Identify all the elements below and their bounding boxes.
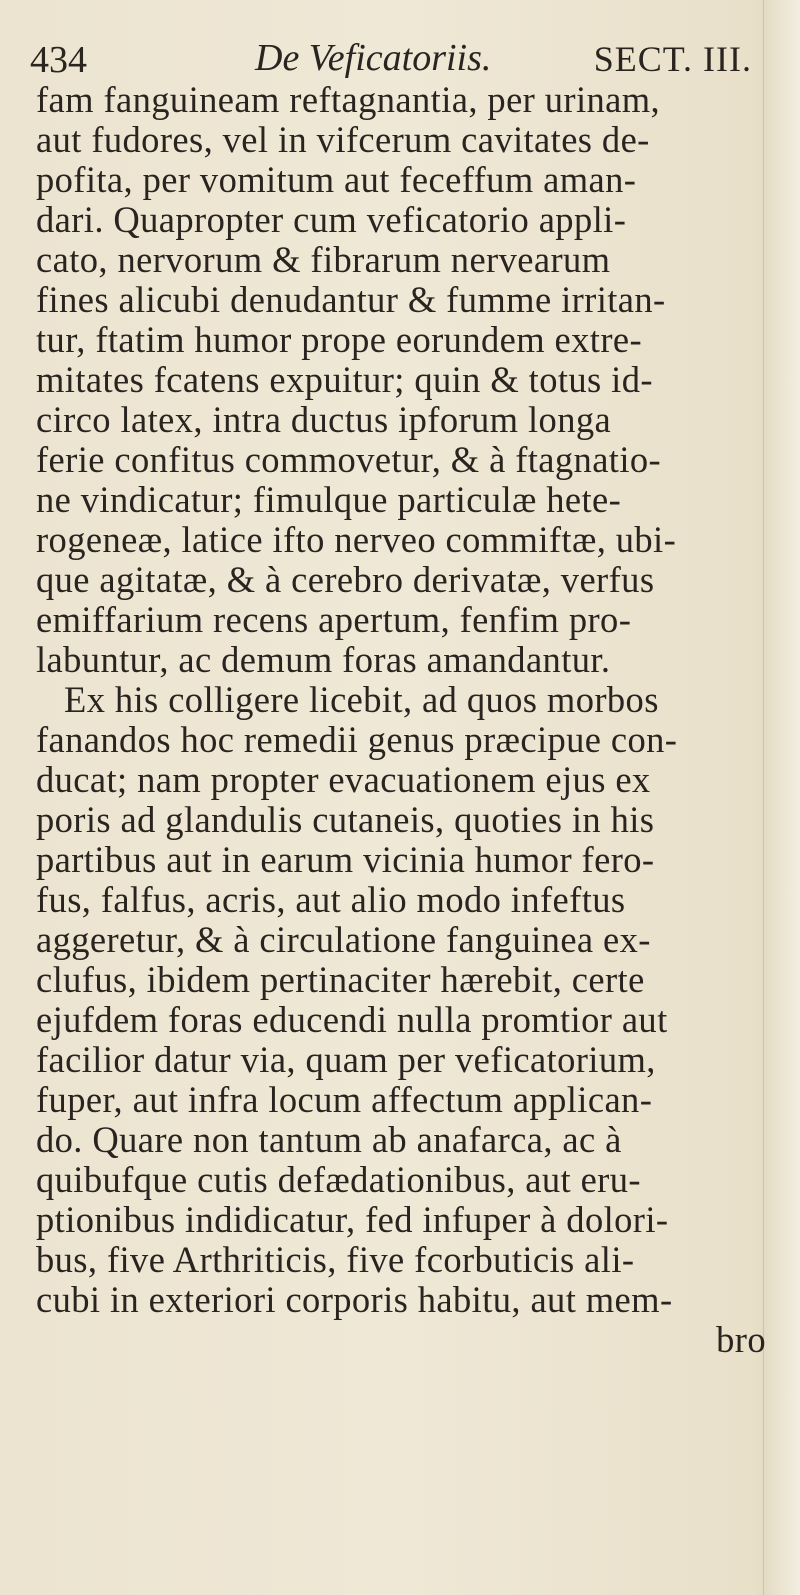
- catchword: bro: [716, 1319, 766, 1360]
- text-line: mitates fcatens expuitur; quin & totus id-: [36, 359, 653, 400]
- text-line: labuntur, ac demum foras amandantur.: [36, 639, 611, 680]
- text-line: emiffarium recens apertum, fenfim pro-: [36, 599, 632, 640]
- text-line: fam fanguineam reftagnantia, per urinam,: [36, 79, 661, 120]
- text-line: cato, nervorum & fibrarum nervearum: [36, 239, 611, 280]
- page-edge: [763, 0, 800, 1595]
- running-title: De Veficatoriis.: [255, 37, 492, 79]
- page-number: 434: [30, 39, 87, 81]
- text-line: tur, ftatim humor prope eorundem extre-: [36, 319, 643, 360]
- text-line: fuper, aut infra locum affectum applican-: [36, 1079, 653, 1120]
- text-line: clufus, ibidem pertinaciter hærebit, certe: [36, 959, 645, 1000]
- text-line: fus, falfus, acris, aut alio modo infeftus: [36, 879, 626, 920]
- text-line: ferie confitus commovetur, & à ftagnatio-: [36, 439, 662, 480]
- text-line: ejufdem foras educendi nulla promtior aut: [36, 999, 668, 1040]
- text-line: cubi in exteriori corporis habitu, aut mem-: [36, 1279, 673, 1320]
- text-line: bus, five Arthriticis, five fcorbuticis ali-: [36, 1239, 635, 1280]
- text-line: pofita, per vomitum aut feceffum aman-: [36, 159, 637, 200]
- text-line: partibus aut in earum vicinia humor fero-: [36, 839, 655, 880]
- text-line: ne vindicatur; fimulque particulæ hete-: [36, 479, 622, 520]
- text-line: fanandos hoc remedii genus præcipue con-: [36, 719, 678, 760]
- text-line: circo latex, intra ductus ipforum longa: [36, 399, 612, 440]
- text-line: ptionibus indidicatur, fed infuper à dolori-: [36, 1199, 669, 1240]
- text-line: rogeneæ, latice ifto nerveo commiftæ, ubi-: [36, 519, 677, 560]
- body-text: [36, 80, 766, 1360]
- text-line: aut fudores, vel in vifcerum cavitates de-: [36, 119, 650, 160]
- text-line: que agitatæ, & à cerebro derivatæ, verfus: [36, 559, 655, 600]
- paragraph-start-line: Ex his colligere licebit, ad quos morbos: [64, 679, 659, 720]
- text-line: do. Quare non tantum ab anafarca, ac à: [36, 1119, 622, 1160]
- text-line: ducat; nam propter evacuationem ejus ex: [36, 759, 651, 800]
- text-line: aggeretur, & à circulatione fanguinea ex-: [36, 919, 651, 960]
- text-line: facilior datur via, quam per veficatorium,: [36, 1039, 656, 1080]
- section-label: SECT. III.: [593, 39, 752, 79]
- text-line: fines alicubi denudantur & fumme irritan-: [36, 279, 666, 320]
- text-line: quibufque cutis defædationibus, aut eru-: [36, 1159, 641, 1200]
- text-line: dari. Quapropter cum veficatorio appli-: [36, 199, 627, 240]
- text-line: poris ad glandulis cutaneis, quoties in his: [36, 799, 655, 840]
